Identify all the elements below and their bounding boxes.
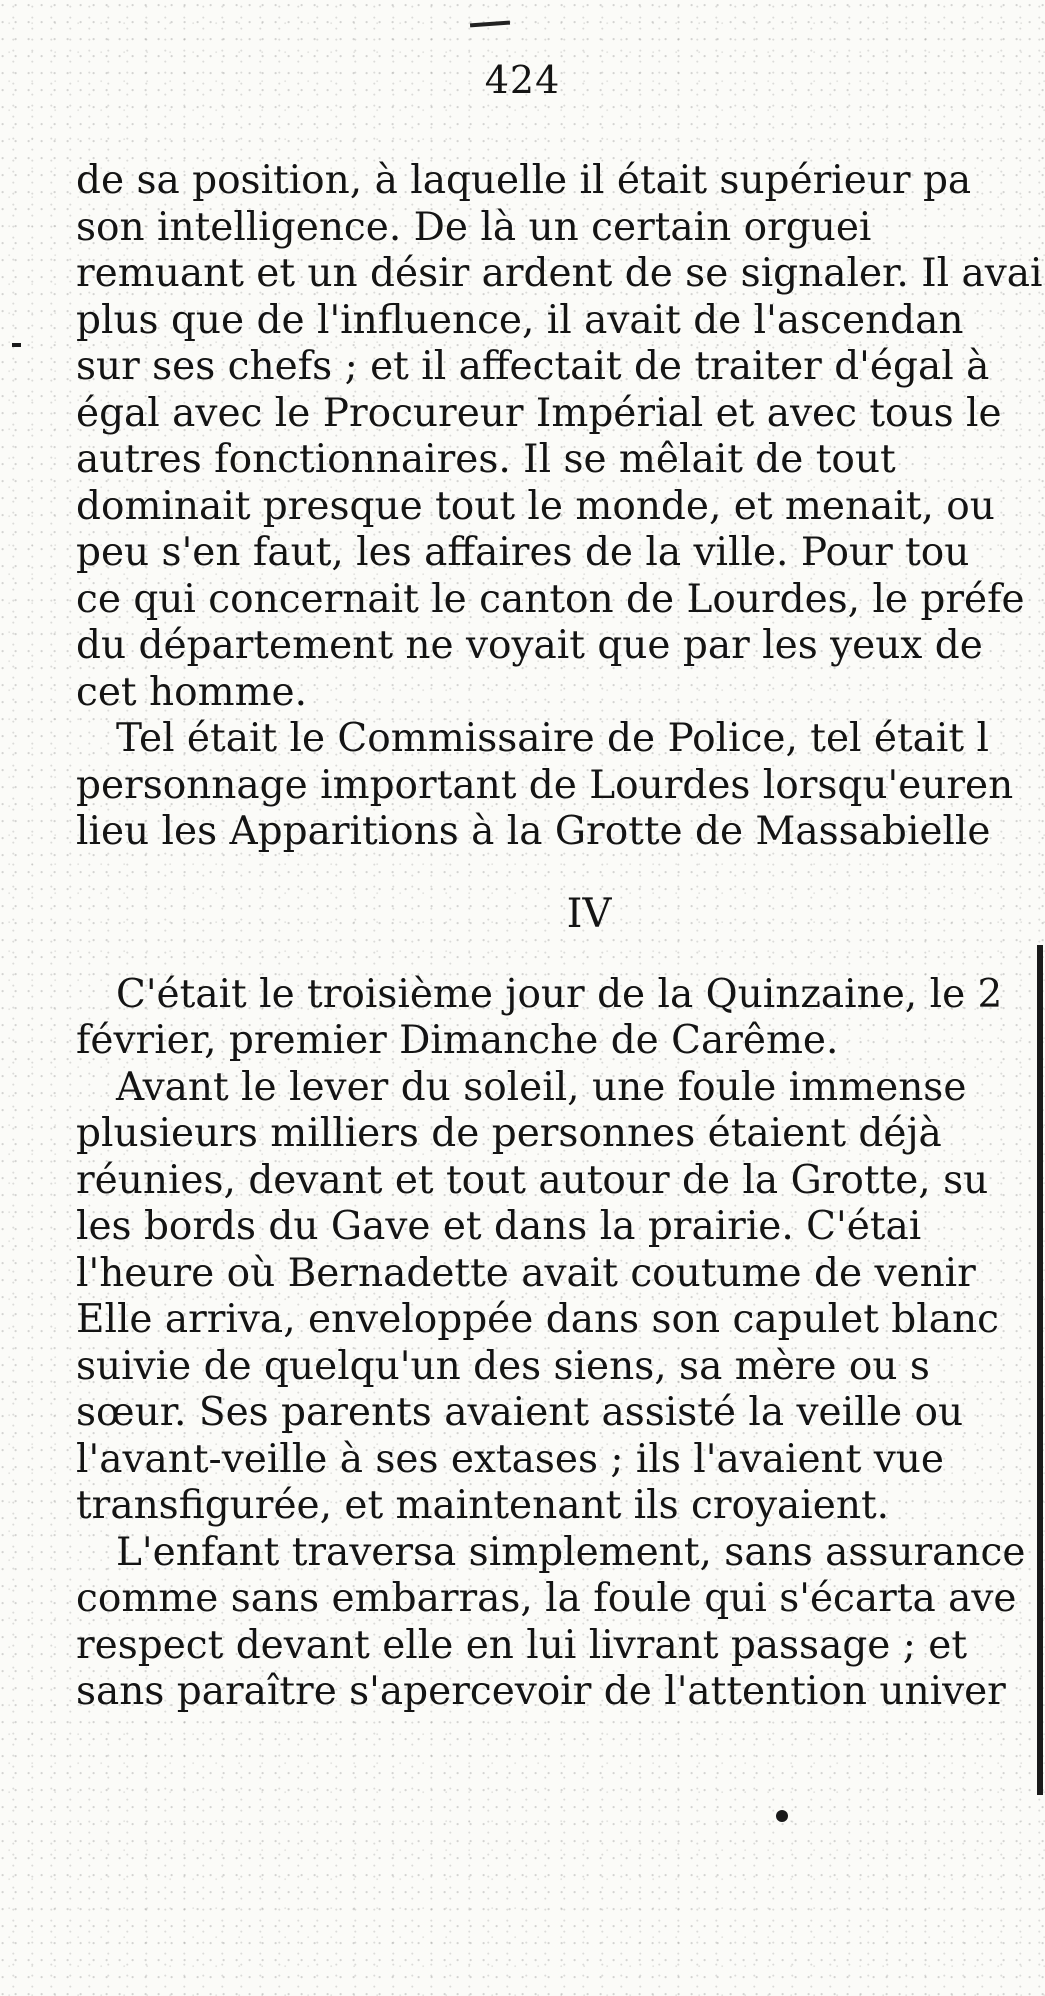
ink-blot (776, 1810, 788, 1822)
page-edge-shadow (1037, 945, 1043, 1795)
text-line: cet homme. (76, 669, 308, 715)
margin-ink-mark (12, 343, 21, 347)
text-line: plusieurs milliers de personnes étaient déjà (76, 1111, 942, 1156)
text-line: dominait presque tout le monde, et menait, ou (76, 483, 995, 529)
text-line: peu s'en faut, les affaires de la ville. Pour tou (76, 530, 970, 575)
text-line: sur ses chefs ; et il affectait de traiter d'égal à (76, 344, 990, 389)
section-heading: IV (566, 890, 612, 937)
paragraph-start-line: C'était le troisième jour de la Quinzaine, le 2 (116, 971, 1003, 1017)
paragraph-start-line: Tel était le Commissaire de Police, tel était l (116, 716, 989, 761)
text-line: l'heure où Bernadette avait coutume de venir (76, 1250, 976, 1296)
top-ink-mark (470, 21, 510, 28)
text-line: les bords du Gave et dans la prairie. C'étai (76, 1204, 922, 1249)
text-line: sans paraître s'apercevoir de l'attention univer (76, 1669, 1006, 1714)
text-line: du département ne voyait que par les yeux de (76, 623, 983, 668)
text-line: comme sans embarras, la foule qui s'écarta ave (76, 1576, 1017, 1621)
text-line: égal avec le Procureur Impérial et avec tous le (76, 390, 1002, 436)
text-line: respect devant elle en lui livrant passage ; et (76, 1622, 968, 1668)
text-line: autres fonctionnaires. Il se mêlait de tout (76, 437, 896, 482)
text-line: lieu les Apparitions à la Grotte de Massabielle (76, 809, 991, 854)
paragraph-start-line: Avant le lever du soleil, une foule immense (116, 1064, 967, 1110)
text-line: suivie de quelqu'un des siens, sa mère ou s (76, 1343, 930, 1389)
text-line: sœur. Ses parents avaient assisté la veille ou (76, 1390, 964, 1435)
page-body (76, 158, 1042, 1716)
text-line: ce qui concernait le canton de Lourdes, le préfe (76, 576, 1025, 622)
text-line: transfigurée, et maintenant ils croyaient. (76, 1483, 890, 1528)
text-line: de sa position, à laquelle il était supérieur pa (76, 158, 972, 203)
text-line: l'avant-veille à ses extases ; ils l'avaient vue (76, 1436, 944, 1482)
text-line: Elle arriva, enveloppée dans son capulet blanc (76, 1297, 999, 1342)
text-line: réunies, devant et tout autour de la Grotte, su (76, 1157, 989, 1203)
text-line: plus que de l'influence, il avait de l'ascendan (76, 297, 964, 343)
text-line: personnage important de Lourdes lorsqu'euren (76, 762, 1014, 808)
text-line: février, premier Dimanche de Carême. (76, 1018, 839, 1063)
paragraph-start-line: L'enfant traversa simplement, sans assurance (116, 1529, 1026, 1575)
text-line: son intelligence. De là un certain orguei (76, 204, 872, 250)
text-line: remuant et un désir ardent de se signaler. Il avai (76, 251, 1042, 296)
page-number: 424 (484, 58, 561, 102)
